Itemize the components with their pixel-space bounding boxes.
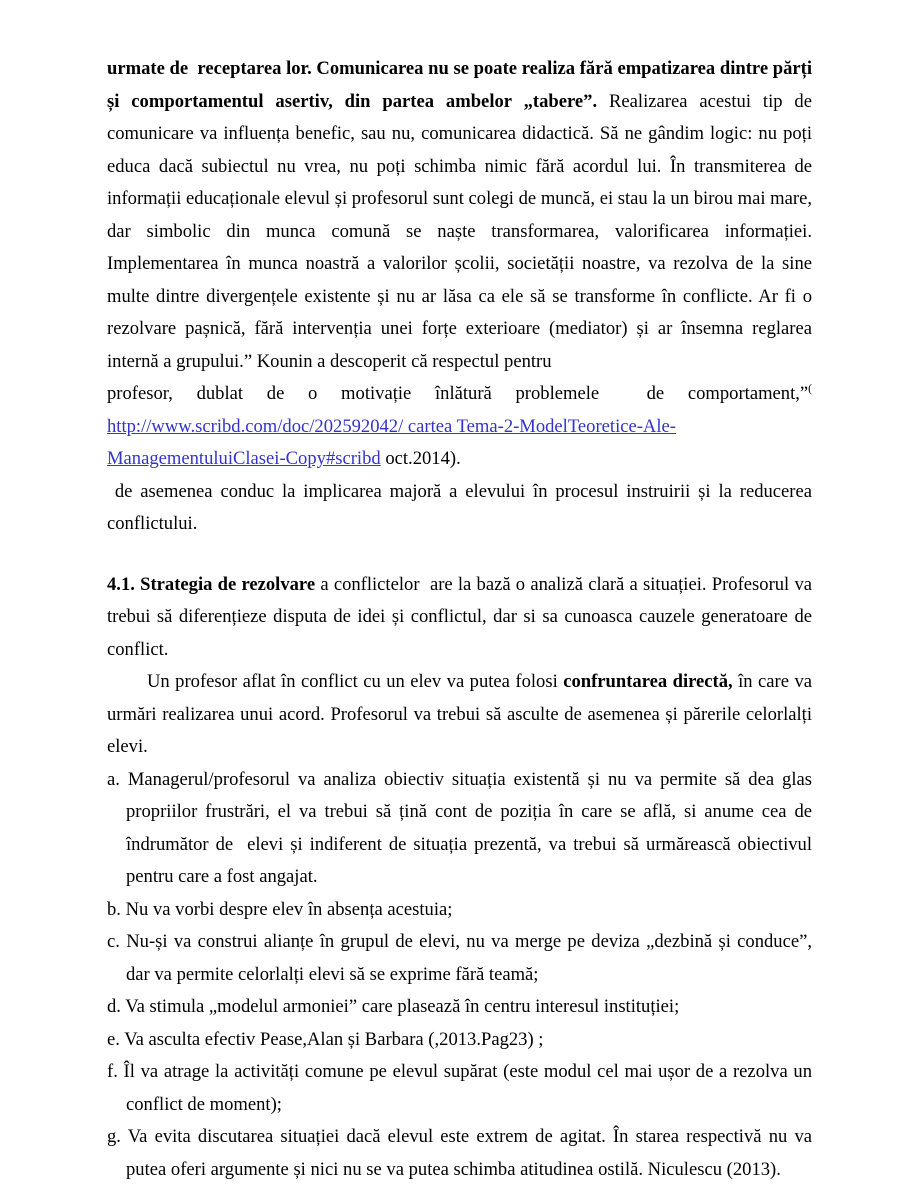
paragraph-citation-line <box>107 378 812 411</box>
list-item-text: Va evita discutarea situației dacă elevul este extrem de agitat. În starea respectivă nu va putea oferi argumente și nici nu se va putea schimba atitudinea ostilă. Niculescu (2013). <box>126 1126 813 1180</box>
citation-date-text: oct.2014). <box>380 448 461 469</box>
list-item-label: b. <box>107 898 121 920</box>
list-item-d <box>107 991 812 1024</box>
paragraph-conclusion <box>107 476 812 541</box>
list-item-text: Va asculta efectiv Pease,Alan și Barbara (,2013.Pag23) ; <box>124 1028 544 1050</box>
section-4-1-text: a conflictelor are la bază o analiză clară a situației. Profesorul va trebui să diferențieze disputa de idei și conflictul, dar si sa cunoasca cauzele generatoare de conflict. <box>107 573 812 660</box>
list-item-f <box>107 1056 812 1121</box>
scribd-link-part1[interactable]: http://www.scribd.com/doc/202592042/ cartea Tema-2-ModelTeoretice-Ale- <box>107 415 676 437</box>
list-item-b <box>107 894 812 927</box>
section-4-1-heading: 4.1. Strategia de rezolvare <box>107 573 316 595</box>
confrontation-text-before: Un profesor aflat în conflict cu un elev va putea folosi <box>147 671 564 692</box>
list-item-e <box>107 1024 812 1057</box>
paragraph-intro <box>107 53 812 378</box>
footnote-marker: ( <box>808 382 812 395</box>
citation-link-line-1 <box>107 411 812 444</box>
list-item-label: f. <box>107 1061 118 1082</box>
scribd-link-part2[interactable]: ManagementuluiClasei-Copy#scribd <box>107 448 381 469</box>
list-item-text: Va stimula „modelul armoniei” care plasează în centru interesul instituției; <box>125 996 680 1017</box>
list-item-text: Îl va atrage la activități comune pe elevul supărat (este modul cel mai ușor de a rezolva un conflict de moment); <box>123 1061 812 1115</box>
intro-regular-text: Realizarea acestui tip de comunicare va influența benefic, sau nu, comunicarea didactică. Să ne gândim logic: nu poți educa dacă subiectul nu vrea, nu poți schimba nimic fără acordul lui. În transmiterea de informații educaționale elevul și profesorul sunt colegi de muncă, ei stau la un birou mai mare, dar simbolic din munca comună se naște transformarea, valorificarea informației. Implementarea în munca noastră a valorilor școlii, societății noastre, va rezolva de la sine multe dintre divergențele existente și nu ar lăsa ca ele să se transforme în conflicte. Ar fi o rezolvare pașnică, fără intervenția unei forțe exterioare (mediator) și ar însemna reglarea internă a grupului.” Kounin a descoperit că respectul pentru <box>107 90 812 372</box>
list-item-label: c. <box>107 931 120 952</box>
list-item-label: d. <box>107 996 121 1017</box>
list-item-g <box>107 1121 812 1186</box>
citation-text: profesor, dublat de o motivație înlătură problemele de comportament,” <box>107 383 809 404</box>
list-item-label: e. <box>107 1028 120 1050</box>
blank-line <box>107 541 812 569</box>
citation-link-line-2 <box>107 443 812 476</box>
confrontation-bold: confruntarea directă, <box>563 671 733 692</box>
intro-bold-text: urmate de receptarea lor. Comunicarea nu se poate realiza fără empatizarea dintre părți și comportamentul asertiv, din partea ambelor „tabere”. <box>107 58 812 112</box>
confrontation-text-after: în care va urmări realizarea unui acord. Profesorul va trebui să asculte de asemenea și părerile celorlalți elevi. <box>107 671 812 757</box>
list-item-text: Managerul/profesorul va analiza obiectiv situația existentă și nu va permite să dea glas propriilor frustrări, el va trebui să țină cont de poziția în care se află, si anume cea de îndrumător de elevi și indiferent de situația prezentă, va trebui să urmărească obiectivul pentru care a fost angajat. <box>126 768 812 887</box>
paragraph-confrontation <box>107 666 812 764</box>
list-item-a <box>107 764 812 894</box>
conclusion-text: de asemenea conduc la implicarea majoră a elevului în procesul instruirii și la reducerea conflictului. <box>107 480 812 534</box>
list-item-c <box>107 926 812 991</box>
section-4-1 <box>107 569 812 667</box>
list-item-label: g. <box>107 1126 121 1147</box>
list-item-text: Nu va vorbi despre elev în absența acestuia; <box>125 898 453 920</box>
list-item-text: Nu-și va construi alianțe în grupul de elevi, nu va merge pe deviza „dezbină și conduce”, dar va permite celorlalți elevi să se exprime fără teamă; <box>126 931 813 985</box>
list-item-label: a. <box>107 768 120 790</box>
